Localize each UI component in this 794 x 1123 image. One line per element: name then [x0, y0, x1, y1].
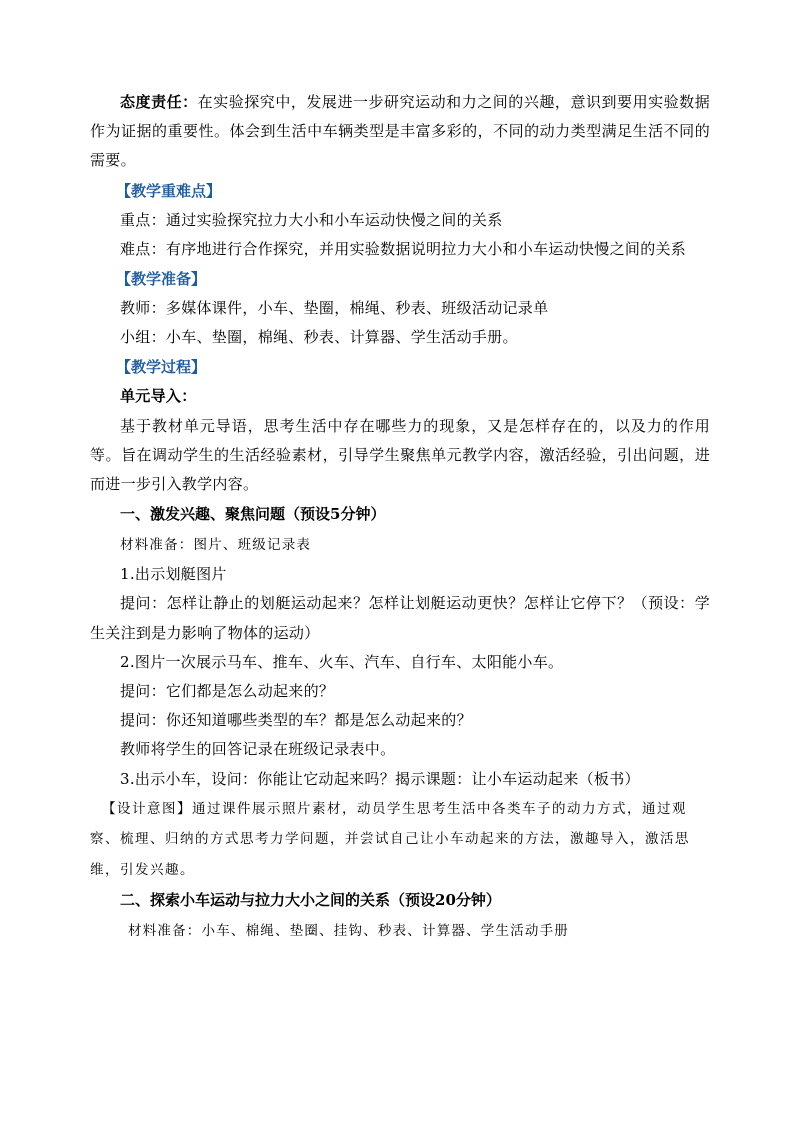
unit-intro-title: 单元导入：	[120, 387, 197, 406]
design-intent: 【设计意图】通过课件展示照片素材，动员学生思考生活中各类车子的动力方式，通过观察、梳理、归纳的方式思考力学问题，并尝试自己让小车动起来的方法，激趣导入，激活思维，引发兴趣。	[90, 800, 690, 878]
step3: 3.出示小车，设问：你能让它动起来吗？揭示课题：让小车运动起来（板书）	[120, 769, 640, 788]
step1: 1.出示划艇图片	[120, 565, 227, 584]
step2: 2.图片一次展示马车、推车、火车、汽车、自行车、太阳能小车。	[120, 652, 564, 671]
preparation-heading: 【教学准备】	[116, 270, 207, 289]
attitude-paragraph	[90, 88, 710, 176]
key-points-heading: 【教学重难点】	[116, 181, 222, 200]
materials2: 材料准备：小车、棉绳、垫圈、挂钩、秒表、计算器、学生活动手册	[128, 923, 569, 940]
materials1: 材料准备：图片、班级记录表	[120, 537, 312, 554]
group-preparation: 小组：小车、垫圈，棉绳、秒表、计算器、学生活动手册。	[120, 328, 518, 347]
document-page	[90, 88, 710, 946]
process-heading: 【教学过程】	[116, 358, 207, 377]
key-point-text: 重点：通过实验探究拉力大小和小车运动快慢之间的关系	[120, 210, 503, 229]
teacher-record: 教师将学生的回答记录在班级记录表中。	[120, 740, 396, 759]
unit-intro-text: 基于教材单元导语，思考生活中存在哪些力的现象，又是怎样存在的，以及力的作用等。旨在调动学生的生活经验素材，引导学生聚焦单元教学内容，激活经验，引出问题，进而进一步引入教学内容。	[90, 416, 710, 494]
section1-title: 一、激发兴趣、聚焦问题（预设5分钟）	[120, 505, 386, 524]
difficult-point-text: 难点：有序地进行合作探究，并用实验数据说明拉力大小和小车运动快慢之间的关系	[120, 239, 687, 258]
attitude-label: 态度责任：	[120, 93, 198, 111]
question1: 提问：怎样让静止的划艇运动起来？怎样让划艇运动更快？怎样让它停下？（预设：学生关注到是力影响了物体的运动）	[90, 594, 710, 642]
section2-title: 二、探索小车运动与拉力大小之间的关系（预设20分钟）	[120, 891, 501, 910]
question3: 提问：你还知道哪些类型的车？都是怎么动起来的？	[120, 711, 472, 730]
question2: 提问：它们都是怎么动起来的？	[120, 682, 335, 701]
teacher-preparation: 教师：多媒体课件，小车、垫圈，棉绳、秒表、班级活动记录单	[120, 299, 549, 318]
attitude-text: 在实验探究中，发展进一步研究运动和力之间的兴趣，意识到要用实验数据作为证据的重要性。体会到生活中车辆类型是丰富多彩的，不同的动力类型满足生活不同的需要。	[90, 93, 710, 170]
